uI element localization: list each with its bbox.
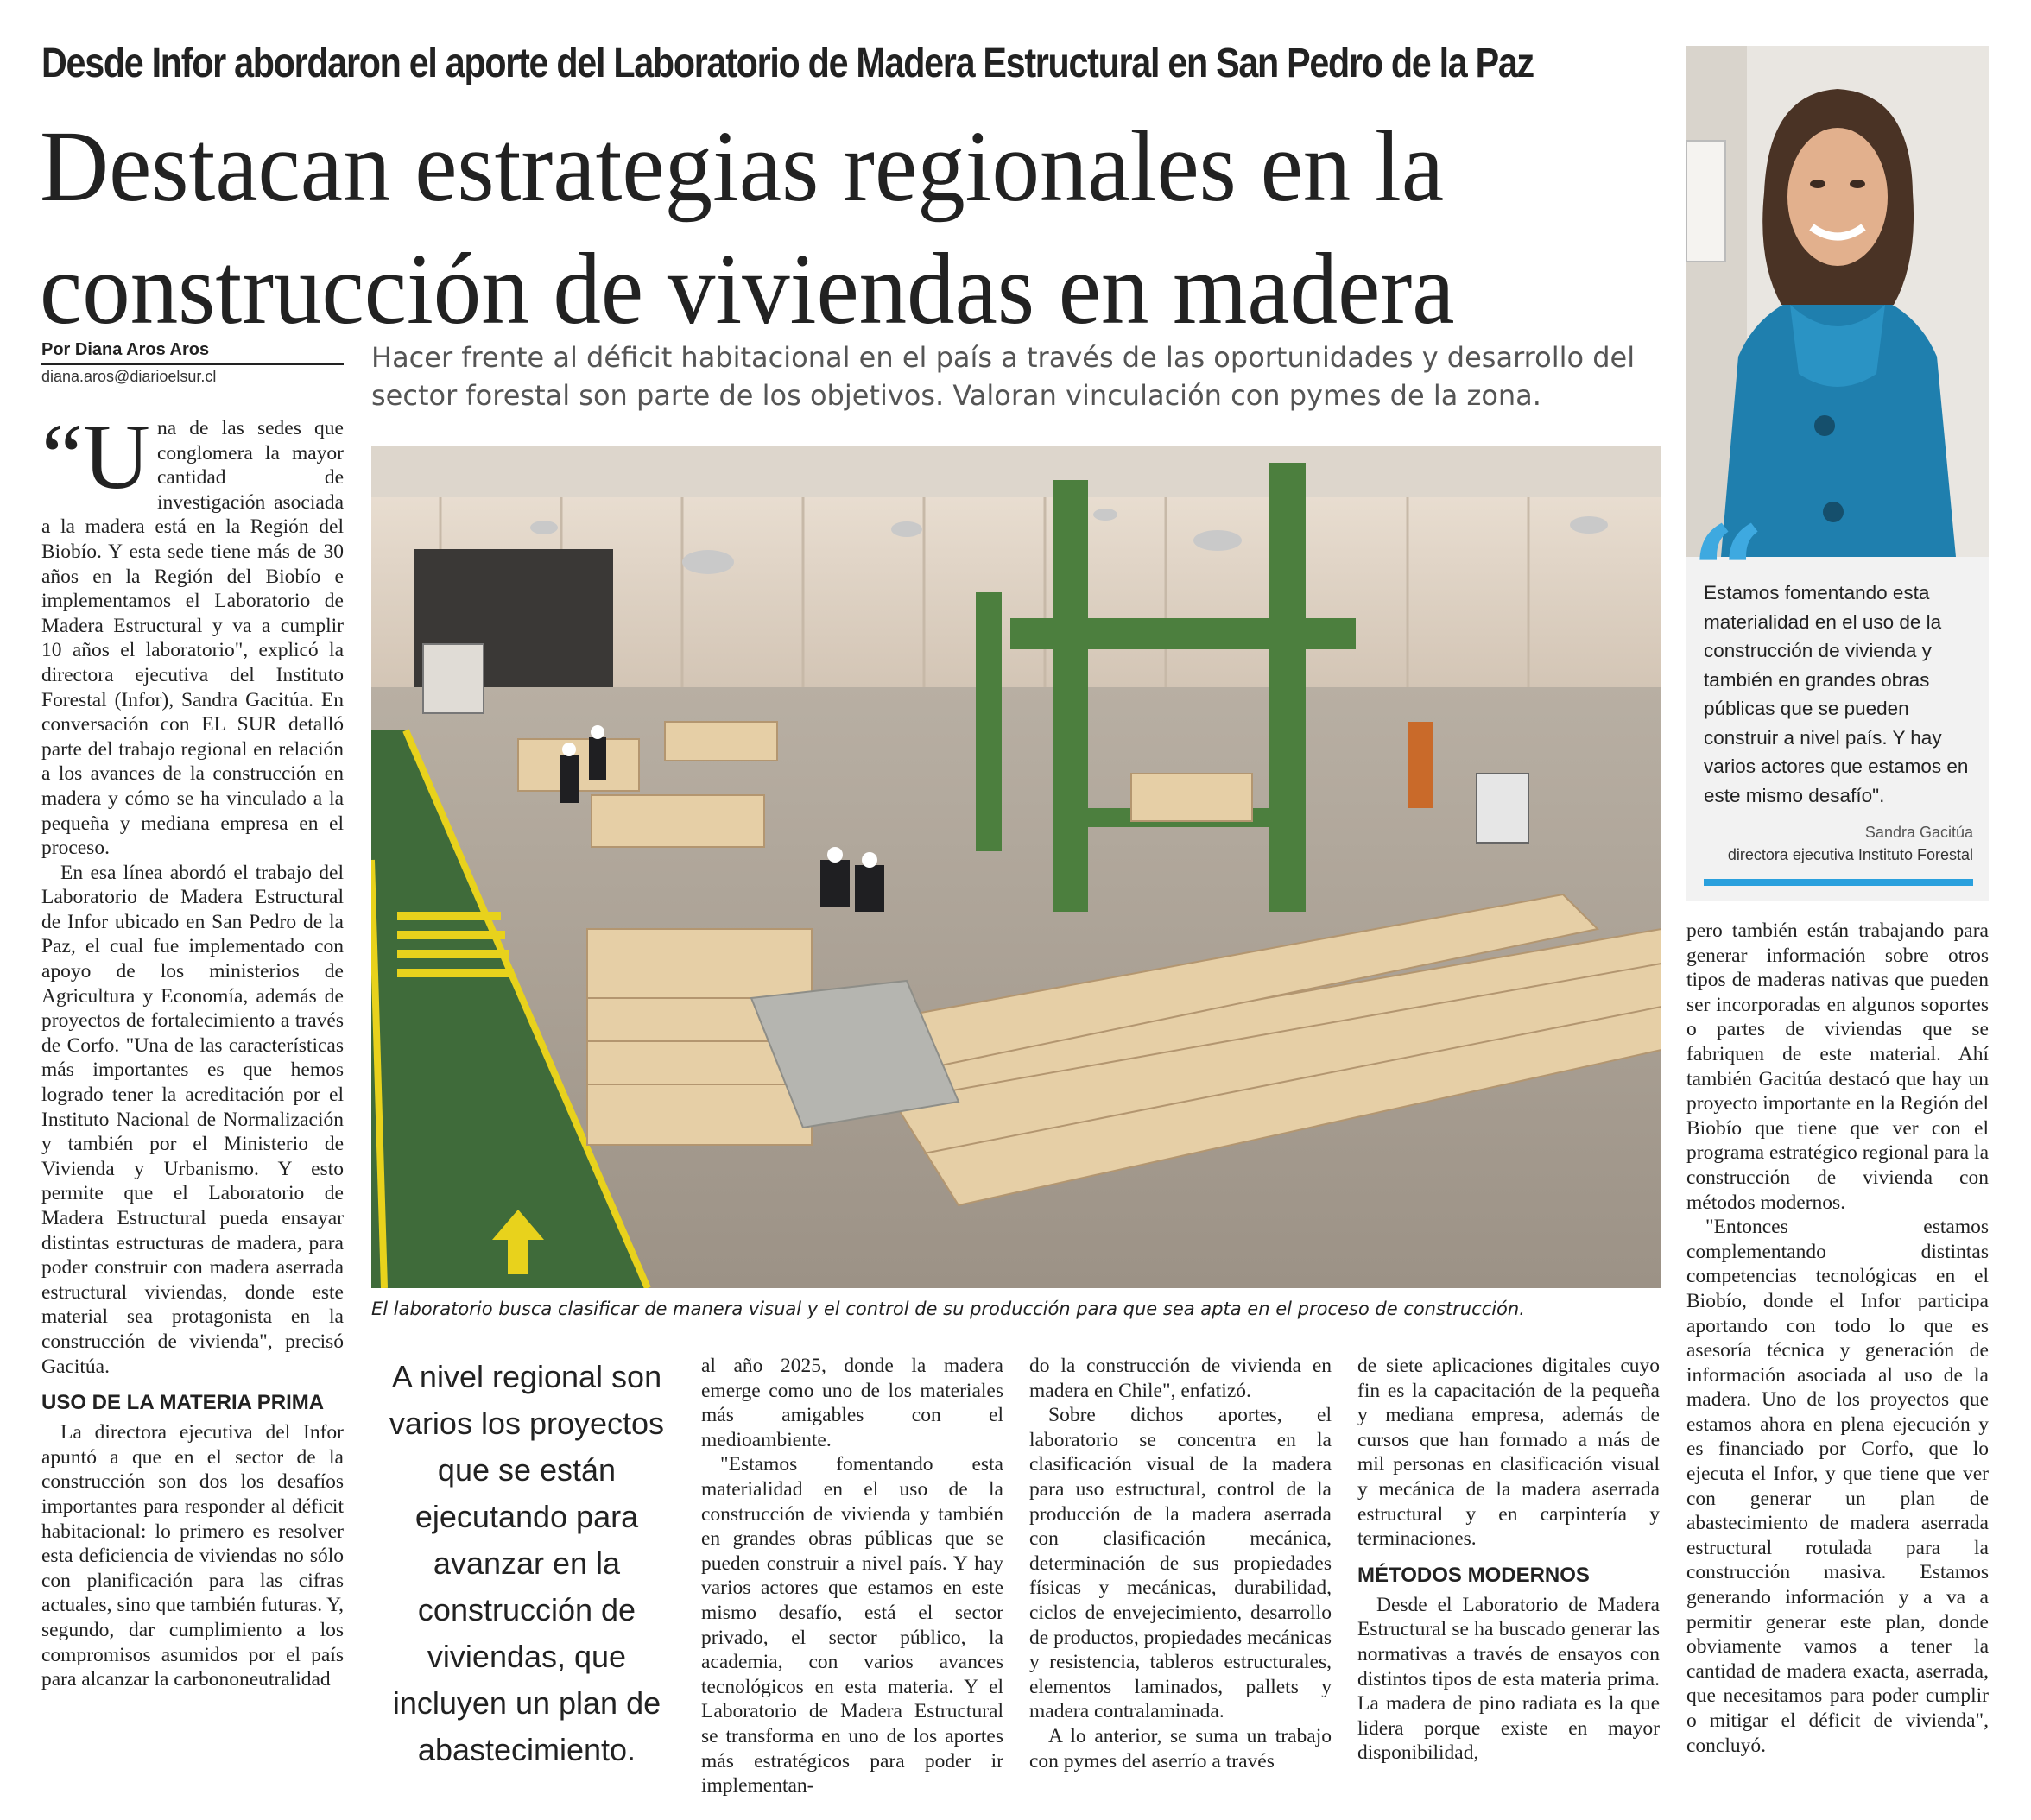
body-paragraph: La directora ejecutiva del Infor apuntó a que en el sector de la construcción son dos los desafíos importantes para responder al déficit habitacional: lo primero es resolver esta deficiencia de viviendas no sólo con planificación para las cifras actuales, sino que también futuras. Y, segundo, dar cumplimiento a los compromisos asumidos por el país para alcanzar la carbononeutralidad bbox=[41, 1421, 344, 1691]
body-column-6 bbox=[1686, 919, 1989, 1758]
section-subhead: USO DE LA MATERIA PRIMA bbox=[41, 1391, 325, 1415]
body-paragraph: pero también están trabajando para generar información sobre otros tipos de maderas nativas que pueden ser incorporadas en algunos soportes o partes de viviendas que se fabriquen de este material. Ahí también Gacitúa destacó que hay un proyecto importante en la Región del Biobío que tiene que ver con el programa estratégico regional para la construcción de vivienda con métodos modernos. bbox=[1686, 919, 1989, 1214]
body-paragraph: de siete aplicaciones digitales cuyo fin es la capacitación de la pequeña y mediana empresa, además de cursos que han formado a más de mil personas en clasificación visual y mecánica de la madera aserrada estructural y en carpintería y terminaciones. bbox=[1357, 1355, 1660, 1551]
portrait-photo bbox=[1686, 46, 1989, 557]
quote-accent-bar bbox=[1704, 879, 1973, 886]
kicker: Desde Infor abordaron el aporte del Laboratorio de Madera Estructural en San Pedro de la Paz bbox=[41, 41, 1534, 86]
section-subhead: MÉTODOS MODERNOS bbox=[1357, 1563, 1590, 1587]
body-paragraph: A lo anterior, se suma un trabajo con pymes del aserrío a través bbox=[1029, 1724, 1332, 1773]
byline-rule bbox=[41, 363, 344, 365]
dropcap: “U bbox=[41, 406, 150, 509]
headline: Destacan estrategias regionales en la construcción de viviendas en madera bbox=[40, 110, 1455, 345]
body-paragraph: "Estamos fomentando esta materialidad en el uso de la construcción de vivienda y también en grandes obras públicas que se pueden construir a nivel país. Y hay varios actores que estamos en este mismo desafío, está el sector privado, el sector público, la academia, con varios avances tecnológicos en esta materia. Y el Laboratorio de Madera Estructural se transforma en uno de los aportes más estratégicos para poder ir implementan- bbox=[701, 1453, 1003, 1798]
quote-mark-icon: “ bbox=[1691, 498, 1766, 650]
body-column-3 bbox=[701, 1354, 1003, 1798]
portrait-illustration bbox=[1686, 46, 1989, 557]
deck: Hacer frente al déficit habitacional en el país a través de las oportunidades y desarrollo del sector forestal son parte de los objetivos. Valoran vinculación con pymes de la zona. bbox=[371, 341, 1636, 412]
body-paragraph: na de las sedes que conglomera la mayor cantidad de investigación asociada a la madera está en la Región del Biobío. Y esta sede tiene más de 30 años en la Región del Biobío e implementamos el Laboratorio de Madera Estructural y va a cumplir 10 años el laboratorio", explicó la directora ejecutiva del Instituto Forestal (Infor), Sandra Gacitúa. En conversación con EL SUR detalló parte del trabajo regional en relación a los avances de la construcción en madera y cómo se ha vinculado a la pequeña y mediana empresa en el proceso. bbox=[41, 417, 344, 860]
body-paragraph: do la construcción de vivienda en madera en Chile", enfatizó. bbox=[1029, 1355, 1332, 1402]
body-paragraph: Desde el Laboratorio de Madera Estructural se ha buscado generar las normativas a través de ensayos con distintos tipos de esta materia prima. La madera de pino radiata es la que lidera porque existe en mayor disponibilidad, bbox=[1357, 1593, 1660, 1765]
quote-author-name: Sandra Gacitúa bbox=[1864, 824, 1973, 841]
laboratory-illustration bbox=[371, 446, 1661, 1288]
body-paragraph: "Entonces estamos complementando distintas competencias tecnológicas en el Biobío, donde el Infor participa aportando con todo lo que es asesoría técnica y generación de información asociada al uso de la madera. Uno de los proyectos que estamos ahora en plena ejecución y es financiado por Corfo, que lo ejecuta el Infor, y que tiene que ver con generar un plan de abastecimiento de madera aserrada estructural rotulada para la construcción masiva. Estamos generando información y a va a permitir generar este plan, donde obviamente vamos a tener la cantidad de madera exacta, aserrada, que necesitamos para poder cumplir o mitigar el déficit de vivienda", concluyó. bbox=[1686, 1216, 1989, 1757]
body-paragraph: Sobre dichos aportes, el laboratorio se concentra en la clasificación visual de la madera para uso estructural, control de la producción de la madera aserrada con clasificación mecánica, determinación de sus propiedades físicas y mecánicas, durabilidad, ciclos de envejecimiento, desarrollo de productos, propiedades mecánicas y resistencia, tableros estructurales, elementos laminados, pallets y madera contralaminada. bbox=[1029, 1404, 1332, 1723]
lab-photo bbox=[371, 446, 1661, 1288]
body-column-5 bbox=[1357, 1354, 1660, 1766]
author-email[interactable]: diana.aros@diarioelsur.cl bbox=[41, 368, 217, 385]
body-paragraph: En esa línea abordó el trabajo del Laboratorio de Madera Estructural de Infor ubicado en San Pedro de la Paz, el cual fue implementado con apoyo de los ministerios de Agricultura y Economía, además de proyectos de fortalecimiento a través de Corfo. "Una de las características más importantes es que hemos logrado tener la acreditación por el Instituto Nacional de Normalización y también por el Ministerio de Vivienda y Urbanismo. Y esto permite que el Laboratorio de Madera Estructural pueda ensayar distintas estructuras de madera, para poder construir con madera aserrada estructural viviendas, donde este material sea protagonista en la construcción de vivienda", precisó Gacitúa. bbox=[41, 861, 344, 1378]
byline: Por Diana Aros Aros bbox=[41, 340, 210, 359]
body-column-4 bbox=[1029, 1354, 1332, 1773]
body-paragraph: al año 2025, donde la madera emerge como uno de los materiales más amigables con el medioambiente. bbox=[701, 1355, 1003, 1451]
sidebar-quote-text: Estamos fomentando esta materialidad en el uso de la construcción de vivienda y también en grandes obras públicas que se pueden construir a nivel país. Y hay varios actores que estamos en este mismo desafío". bbox=[1704, 582, 1969, 806]
body-column-1 bbox=[41, 406, 344, 1692]
pull-quote: A nivel regional son varios los proyectos que se están ejecutando para avanzar en la construcción de viviendas, que incluyen un plan de abastecimiento. bbox=[389, 1359, 665, 1767]
photo-caption: El laboratorio busca clasificar de manera visual y el control de su producción para que sea apta en el proceso de construcción. bbox=[371, 1299, 1525, 1319]
quote-author-role: directora ejecutiva Instituto Forestal bbox=[1727, 846, 1973, 863]
